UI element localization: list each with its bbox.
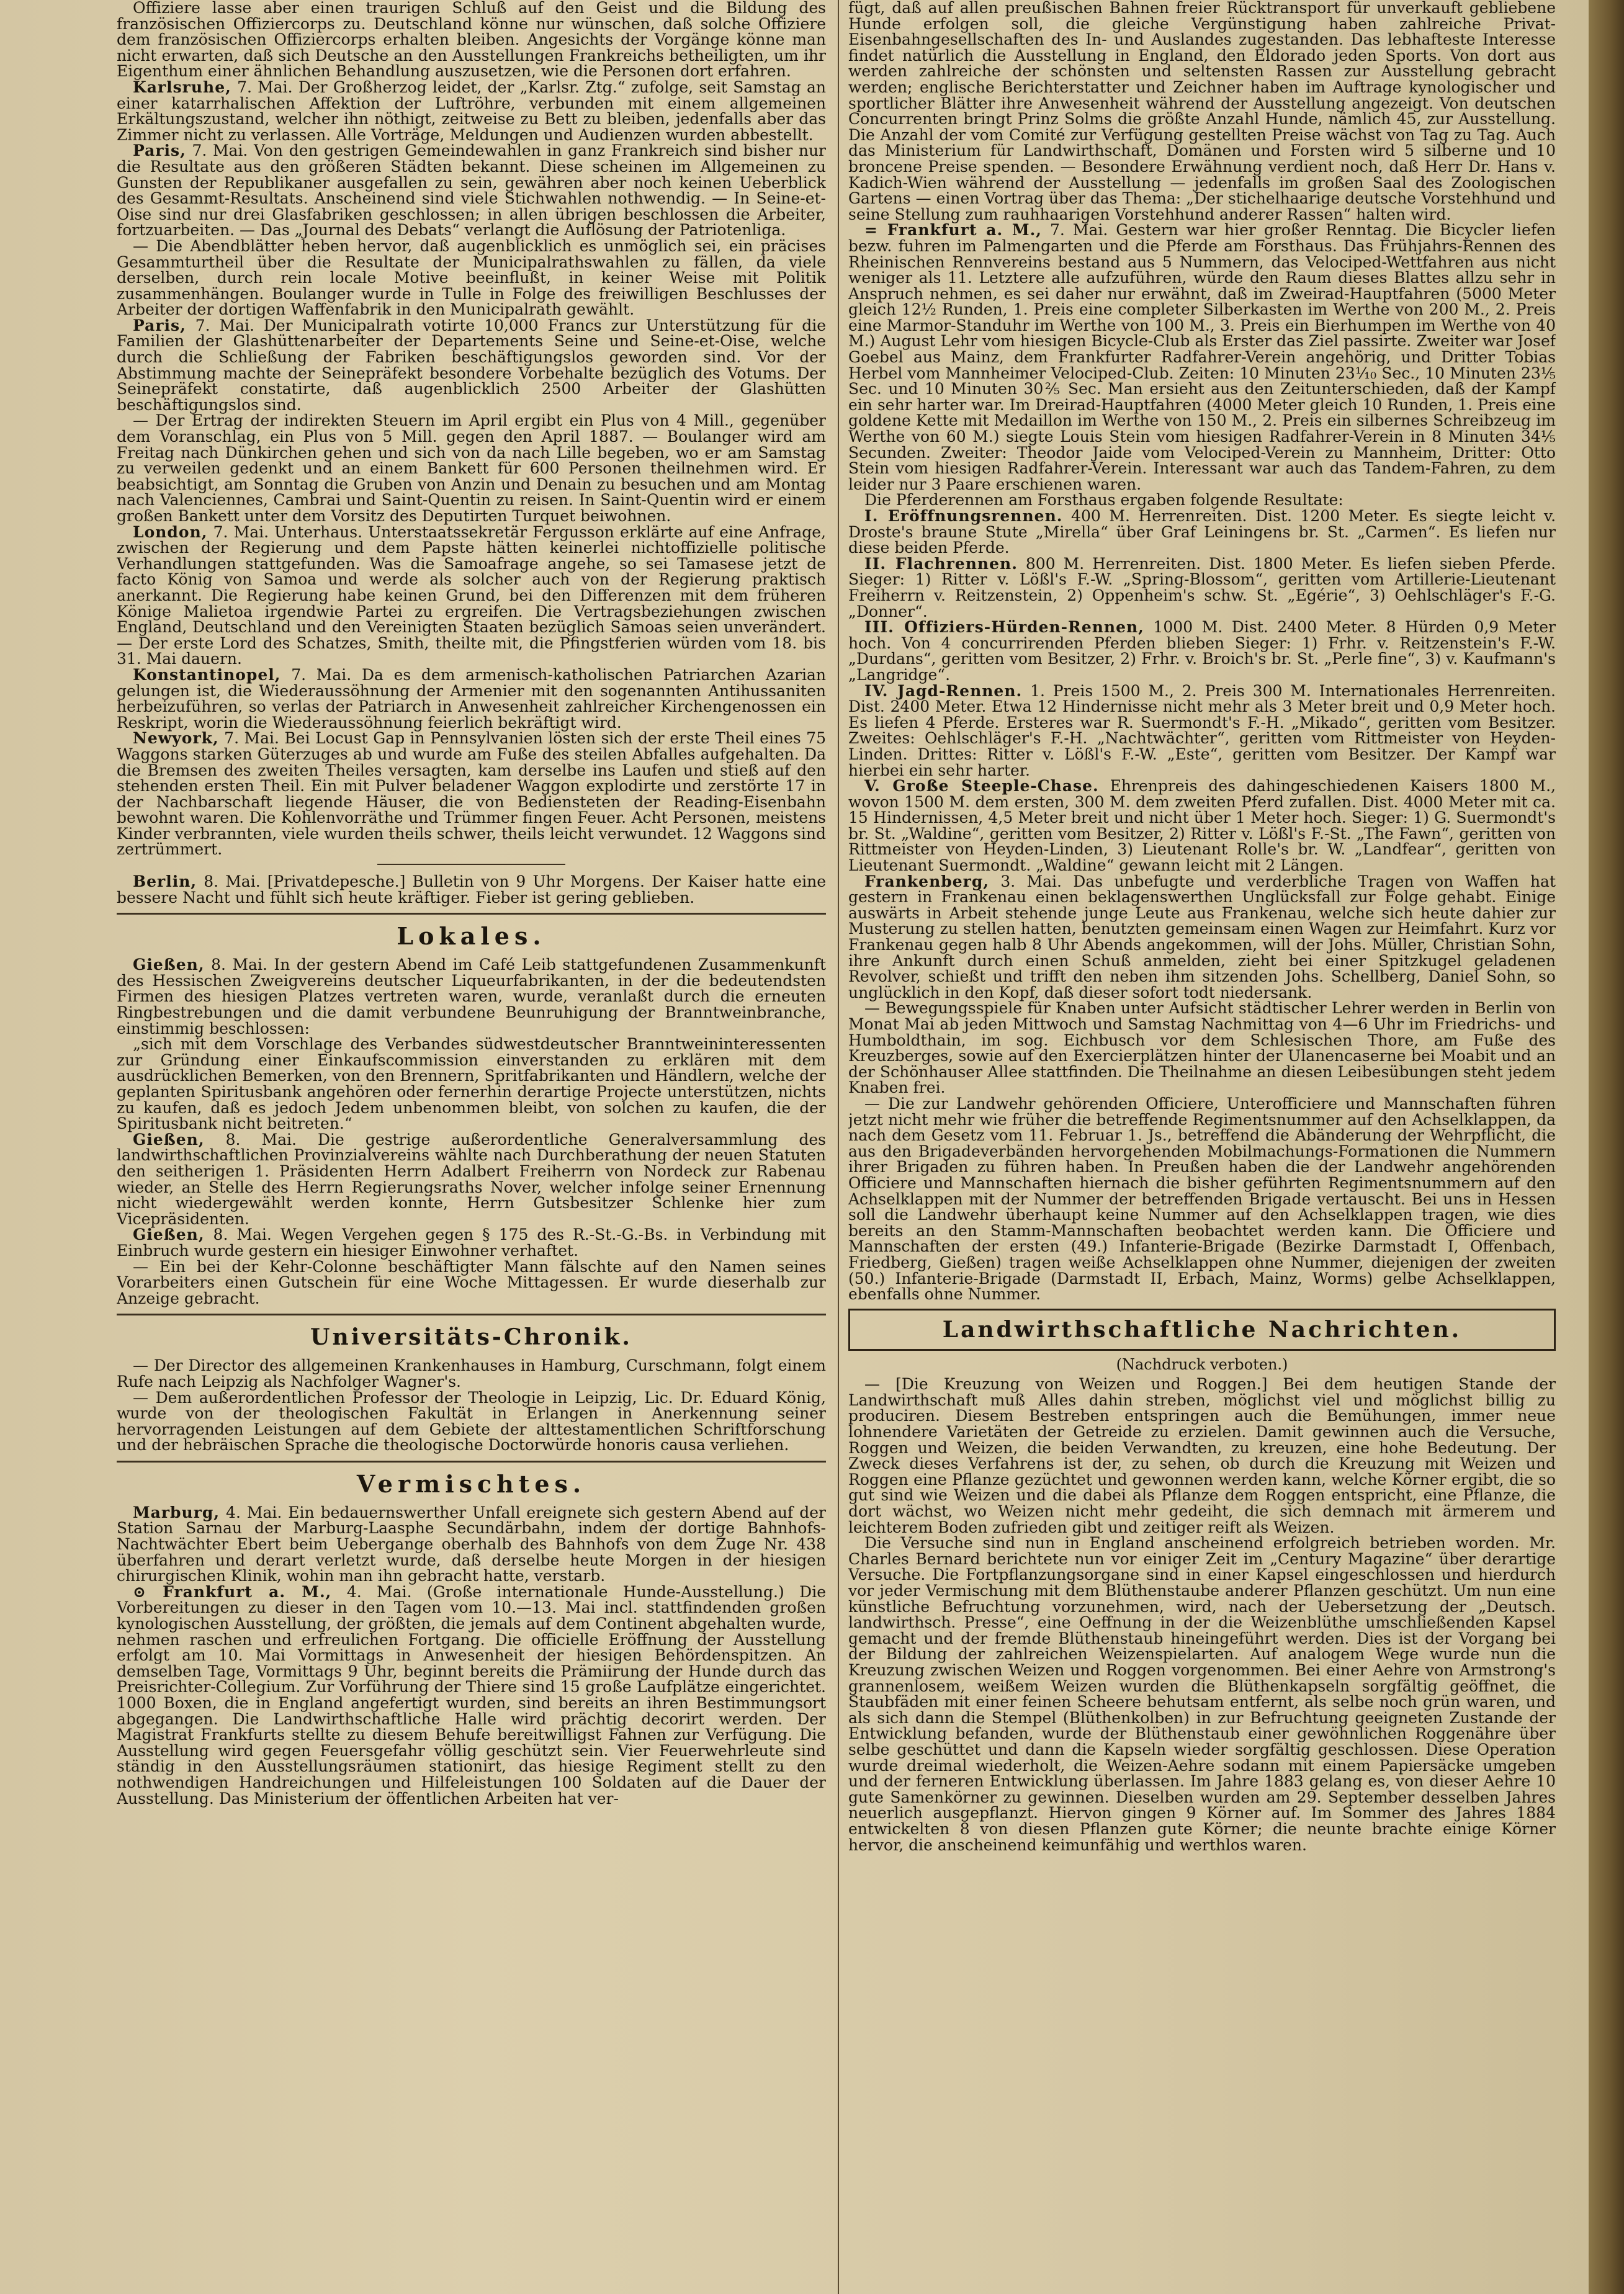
article-paragraph (848, 619, 1556, 683)
dateline-place: = Frankfurt a. M., (864, 221, 1043, 240)
paragraph-text: „sich mit dem Vorschlage des Verbandes südwestdeutscher Branntweininteressenten zur Gründung einer Einkaufscommission einverstanden zu erklären mit dem ausdrücklichen Bemerken, von den Brennern, Spritfabrikanten und Händlern, welche der geplanten Spiritusbank angehören oder fernerhin derartige Projecte unterstützen, nichts zu kaufen, daß es jedoch Jedem unbenommen bleibt, von solchen zu kaufen, die der Spiritusbank nicht beitreten.“ (117, 1035, 826, 1133)
paragraph-text: — Die zur Landwehr gehörenden Officiere, Unterofficiere und Mannschaften führen jetzt nicht mehr wie früher die betreffende Regimentsnummer auf den Achselklappen, da nach dem Gesetz vom 11. Februar 1. Js., betreffend die Abänderung der Wehrpflicht, die aus den Brigadeverbänden hervorgehenden Mobilmachungs-Formationen die Nummern ihrer Brigaden zu führen haben. In Preußen haben die der Landwehr angehörenden Officiere und Mannschaften hiernach die bisher geführten Regimentsnummern auf den Achselklappen mit der Nummer der betreffenden Brigade vertauscht. Bei uns in Hessen soll die Landwehr überhaupt keine Nummer auf den Achselklappen tragen, wie dies bereits an den Stamm-Mannschaften beobachtet werden kann. Die Officiere und Mannschaften der ersten (49.) Infanterie-Brigade (Bezirke Darmstadt I, Offenbach, Friedberg, Gießen) tragen weiße Achselklappen ohne Nummer, diejenigen der zweiten (50.) Infanterie-Brigade (Darmstadt II, Erbach, Mainz, Worms) gelbe Achselklappen, ebenfalls ohne Nummer. (848, 1094, 1556, 1304)
article-paragraph (117, 1584, 826, 1806)
landwirth-header-box (848, 1309, 1556, 1351)
article-paragraph (117, 667, 826, 730)
lokales-section (117, 957, 826, 1306)
article-paragraph (117, 1132, 826, 1227)
dateline-place: V. Große Steeple-Chase. (864, 777, 1099, 795)
article-paragraph (117, 957, 826, 1036)
paragraph-text: 8. Mai. Die gestrige außerordentliche Generalversammlung des landwirthschaftlichen Provinzialvereins wählte nach Durchberathung der neuen Statuten den seitherigen 1. Präsidenten Herrn Adalbert Freiherrn von Nordeck zur Rabenau wieder, an Stelle des Herrn Regierungsraths Nover, welcher infolge seiner Ernennung nicht wiedergewählt werden konnte, Herrn Gutsbesitzer Schlenke hier zum Vicepräsidenten. (117, 1130, 826, 1228)
paragraph-text: 400 M. Herrenreiten. Dist. 1200 Meter. Es siegte leicht v. Droste's braune Stute „Mirella“ über Graf Leiningens br. St. „Carmen“. Es liefen nur diese beiden Pferde. (848, 507, 1556, 557)
dateline-place: Gießen, (133, 1225, 205, 1244)
dateline-place: ⊙ Frankfurt a. M., (133, 1582, 332, 1601)
article-paragraph (117, 318, 826, 413)
paragraph-text: 1000 M. Dist. 2400 Meter. 8 Hürden 0,9 Meter hoch. Von 4 concurrirenden Pferden blieben Sieger: 1) Frhr. v. Reitzenstein's F.-W. „Durdans“, geritten vom Besitzer, 2) Frhr. v. Broich's br. St. „Perle fine“, 3) v. Kaufmann's „Langridge“. (848, 618, 1556, 684)
separator (377, 864, 565, 865)
lokales-title: Lokales. (397, 922, 546, 951)
article-paragraph: — Der Director des allgemeinen Krankenhauses in Hamburg, Curschmann, folgt einem Rufe nach Leipzig als Nachfolger Wagner's. (117, 1356, 826, 1391)
universitaets-section (117, 1358, 826, 1453)
article-paragraph: — Dem außerordentlichen Professor der Theologie in Leipzig, Lic. Dr. Eduard König, wurde von der theologischen Fakultät in Erlangen in Anerkennung seiner hervorragenden Leistungen auf dem Gebiete der alttestamentlichen Schriftforschung und der hebräischen Sprache die theologische Doctorwürde honoris causa verliehen. (117, 1388, 826, 1454)
right-column (848, 0, 1556, 2294)
article-paragraph (117, 238, 826, 318)
universitaets-title: Universitäts-Chronik. (310, 1324, 632, 1351)
article-paragraph (848, 492, 1556, 508)
paragraph-text: fügt, daß auf allen preußischen Bahnen freier Rücktransport für unverkauft gebliebene Hunde erfolgen soll, die gleiche Vergünstigung haben zahlreiche Privat-Eisenbahngesellschaften des In- und Auslandes zugestanden. Das lebhafteste Interesse findet natürlich die Ausstellung in England, den Eldorado jeden Sports. Von dort aus werden zahlreiche der schönsten und seltensten Rassen zur Ausstellung gebracht werden; englische Berichterstatter und Zeichner haben im Auftrage kynologischer und sportlicher Blätter ihre Anwesenheit während der Ausstellung angezeigt. Von deutschen Concurrenten bringt Prinz Solms die größte Anzahl Hunde, nämlich 45, zur Ausstellung. Die Anzahl der vom Comité zur Verfügung gestellten Preise wächst von Tag zu Tag. Auch das Ministerium für Landwirthschaft, Domänen und Forsten wird 5 silberne und 10 broncene Preise spenden. — Besondere Erwähnung verdient noch, daß Herr Dr. Hans v. Kadich-Wien während der Ausstellung — jedenfalls im großen Saal des Zoologischen Gartens — einen Vortrag über das Thema: „Der stichelhaarige deutsche Vorstehhund und seine Stellung zum rauhhaarigen Vorstehhund anderer Rassen“ halten wird. (848, 0, 1556, 223)
paragraph-text: 4. Mai. Ein bedauernswerther Unfall ereignete sich gestern Abend auf der Station Sarnau der Marburg-Laasphe Secundärbahn, indem der dortige Bahnhofs-Nachtwächter Ebert beim Uebergange oberhalb des Bahnhofs von dem Zuge Nr. 438 überfahren und derart verletzt wurde, daß derselbe heute Morgen in der hiesigen chirurgischen Klinik, wohin man ihn gebracht hatte, verstarb. (117, 1503, 826, 1585)
dateline-place: IV. Jagd-Rennen. (864, 681, 1023, 700)
paragraph-text: 7. Mai. Bei Locust Gap in Pennsylvanien lösten sich der erste Theil eines 75 Waggons starken Güterzuges ab und wurde am Fuße des steilen Abfalles aufgehalten. Da die Bremsen des zweiten Theiles versagten, kam derselbe ins Laufen und stieß auf den stehenden ersten Theil. Ein mit Pulver beladener Waggon explodirte und zerstörte 17 in der Nachbarschaft liegende Häuser, die von Bediensteten der Reading-Eisenbahn bewohnt waren. Die Kohlenvorräthe und Trümmer fingen Feuer. Acht Personen, meistens Kinder verbrannten, viele wurden theils schwer, theils leicht verwundet. 12 Waggons sind zertrümmert. (117, 729, 826, 859)
paragraph-text: — Ein bei der Kehr-Colonne beschäftigter Mann fälschte auf den Namen seines Vorarbeiters einen Gutschein für eine Woche Mittagessen. Er wurde dieserhalb zur Anzeige gebracht. (117, 1257, 826, 1307)
paragraph-text: 1. Preis 1500 M., 2. Preis 300 M. Internationales Herrenreiten. Dist. 2400 Meter. Etwa 12 Hindernisse nicht mehr als 3 Meter breit und 0,9 Meter hoch. Es liefen 4 Pferde. Ersteres war R. Suermondt's F.-H. „Mikado“, geritten vom Besitzer. Zweites: Oehlschläger's F.-H. „Nachtwächter“, geritten vom Rittmeister von Heyden-Linden. Drittes: Ritter v. Lößl's F.-W. „Este“, geritten vom Besitzer. Der Kampf war hierbei ein sehr harter. (848, 681, 1556, 779)
dateline-place: Frankenberg, (864, 872, 990, 890)
paragraph-text: 7. Mai. Von den gestrigen Gemeindewahlen in ganz Frankreich sind bisher nur die Resultate aus den größeren Städten bekannt. Diese scheinen im Allgemeinen zu Gunsten der Republikaner ausgefallen zu sein, gewähren aber noch keinen Ueberblick des Gesammt-Resultats. Anscheinend sind viele Stichwahlen nothwendig. — In Seine-et-Oise sind nur drei Glasfabriken geschlossen; in allen übrigen beschlossen die Arbeiter, fortzuarbeiten. — Das „Journal des Debats“ verlangt die Auflösung der Patriotenliga. (117, 141, 826, 240)
paragraph-text: 7. Mai. Unterhaus. Unterstaatssekretär Fergusson erklärte auf eine Anfrage, zwischen der Regierung und dem Papste hätten keinerlei nichtoffizielle politische Verhandlungen stattgefunden. Was die Samoafrage angehe, so sei Tamasese jetzt de facto König von Samoa und werde als solcher auch von der Regierung praktisch anerkannt. Die Regierung habe keinen Grund, bei den Differenzen mit dem früheren Könige Malietoa irgendwie Partei zu ergreifen. Die Vertragsbeziehungen zwischen England, Deutschland und den Vereinigten Staaten bezüglich Samoas seien unverändert. — Der erste Lord des Schatzes, Smith, theilte mit, die Pfingstferien würden vom 18. bis 31. Mai dauern. (117, 522, 826, 668)
bulletin (117, 874, 826, 905)
paragraph-text: 4. Mai. (Große internationale Hunde-Ausstellung.) Die Vorbereitungen zu dieser in den Tagen vom 10.—13. Mai incl. stattfindenden großen kynologischen Ausstellung, der größten, die jemals auf dem Continent abgehalten wurde, nehmen raschen und erfreulichen Fortgang. Die officielle Eröffnung der Ausstellung erfolgt am 10. Mai Vormittags in Anwesenheit der hiesigen Behördenspitzen. An demselben Tage, Vormittags 9 Uhr, beginnt bereits die Prämiirung der Hunde durch das Preisrichter-Collegium. Zur Vorführung der Thiere sind 15 große Laufplätze eingerichtet. 1000 Boxen, die in England angefertigt wurden, sind bereits an ihren Bestimmungsort abgegangen. Die Landwirthschaftliche Halle wird prächtig decorirt werden. Der Magistrat Frankfurts stellte zu diesem Behufe bereitwilligst Fahnen zur Verfügung. Die Ausstellung wird gegen Feuersgefahr völlig geschützt sein. Vier Feuerwehrleute sind ständig in den Ausstellungsräumen stationirt, das hiesige Regiment stellt zu den nothwendigen Handreichungen und Hilfeleistungen 100 Soldaten auf die Dauer der Ausstellung. Das Ministerium der öffentlichen Arbeiten hat ver- (117, 1582, 826, 1808)
dateline-place: III. Offiziers-Hürden-Rennen, (864, 618, 1144, 637)
bulletin-text: 8. Mai. [Privatdepesche.] Bulletin von 9 Uhr Morgens. Der Kaiser hatte eine bessere Nacht und fühlt sich heute kräftiger. Fieber ist gering geblieben. (117, 872, 826, 907)
vermischtes-title: Vermischtes. (356, 1469, 586, 1498)
article-paragraph (848, 778, 1556, 874)
paragraph-text: Die Pferderennen am Forsthaus ergaben folgende Resultate: (864, 491, 1344, 509)
article-paragraph (848, 1096, 1556, 1302)
dateline-place: Konstantinopel, (133, 665, 281, 684)
paragraph-text: 8. Mai. Wegen Vergehen gegen § 175 des R.-St.-G.-Bs. in Verbindung mit Einbruch wurde gestern ein hiesiger Einwohner verhaftet. (117, 1225, 826, 1260)
article-paragraph (117, 413, 826, 524)
paragraph-text: 3. Mai. Das unbefugte und verderbliche Tragen von Waffen hat gestern in Frankenau einen beklagenswerthen Unglücksfall zur Folge gehabt. Einige auswärts in Arbeit stehende junge Leute aus Frankenau, welche sich heute dahier zur Musterung zu stellen hatten, benutzten gemeinsam einen Wagen zur Heimfahrt. Kurz vor Frankenau gegen halb 8 Uhr Abends angekommen, will der Johs. Müller, Christian Sohn, ihre Ankunft durch einen Schuß anmelden, zieht bei einer Spitzkugel geladenen Revolver, schießt und trifft den neben ihm sitzenden Johs. Schellberg, Daniel Sohn, so unglücklich in den Kopf, daß dieser sofort todt niedersank. (848, 872, 1556, 1001)
bulletin-place: Berlin, (133, 872, 197, 891)
dateline-place: Newyork, (133, 729, 219, 748)
paragraph-text: 7. Mai. Gestern war hier großer Renntag. Die Bicycler liefen bezw. fuhren im Palmengarten und die Pferde am Forsthaus. Das Frühjahrs-Rennen des Rheinischen Rennvereins bestand aus 5 Nummern, das Velociped-Wettfahren aus nicht weniger als 11. Letztere alle aufzuführen, würde den Raum dieses Blattes allzu sehr in Anspruch nehmen, es sei daher nur erwähnt, daß im Zweirad-Hauptfahren (5000 Meter gleich 12½ Runden, 1. Preis eine completer Silberkasten im Werthe von 200 M., 2. Preis eine Marmor-Standuhr im Werthe von 100 M., 3. Preis ein Bierhumpen im Werthe von 40 M.) August Lehr vom hiesigen Bicycle-Club als Erster das Ziel passirte. Zweiter war Josef Goebel aus Mainz, dem Frankfurter Radfahrer-Verein angehörig, und Dritter Tobias Herbel vom Mannheimer Velociped-Club. Zeiten: 10 Minuten 23⅒ Sec., 10 Minuten 23⅕ Sec. und 10 Minuten 30⅖ Sec. Man ersieht aus den Zeitunterschieden, daß der Kampf ein sehr harter war. Im Dreirad-Hauptfahren (4000 Meter gleich 10 Runden, 1. Preis eine goldene Kette mit Medaillon im Werthe von 150 M., 2. Preis ein silbernes Schreibzeug im Werthe von 60 M.) siegte Louis Stein vom hiesigen Radfahrer-Verein in 8 Minuten 34⅕ Secunden. Zweiter: Theodor Jaide vom Velociped-Verein zu Mannheim, Dritter: Otto Stein vom hiesigen Radfahrer-Verein. Interessant war auch das Tandem-Fahren, zu dem leider nur 3 Paare erschienen waren. (848, 221, 1556, 493)
news-section (117, 0, 826, 858)
article-paragraph (117, 524, 826, 667)
article-paragraph (117, 143, 826, 238)
paragraph-text: 7. Mai. Der Großherzog leidet, der „Karlsr. Ztg.“ zufolge, seit Samstag an einer katarrhalischen Affektion der Luftröhre, verbunden mit einem allgemeinen Erkältungszustand, welcher ihn nöthigt, zeitweise zu Bett zu bleiben, jedenfalls aber das Zimmer nicht zu verlassen. Alle Vorträge, Meldungen und Audienzen wurden abbestellt. (117, 78, 826, 144)
dateline-place: London, (133, 522, 208, 541)
article-paragraph (117, 79, 826, 143)
article-paragraph (117, 0, 826, 79)
article-paragraph (117, 1505, 826, 1584)
dateline-place: Karlsruhe, (133, 78, 231, 96)
article-paragraph (848, 683, 1556, 779)
dateline-place: II. Flachrennen. (864, 554, 1018, 573)
article-paragraph (117, 1036, 826, 1132)
article-paragraph (117, 1227, 826, 1258)
landwirth-title: Landwirthschaftliche Nachrichten. (942, 1316, 1462, 1343)
article-paragraph (848, 508, 1556, 556)
article-paragraph (117, 1259, 826, 1307)
separator (117, 1461, 826, 1463)
landwirth-subtitle: (Nachdruck verboten.) (1116, 1355, 1288, 1373)
left-column (117, 0, 826, 2294)
separator (117, 913, 826, 915)
article-paragraph (848, 1000, 1556, 1096)
dateline-place: I. Eröffnungsrennen. (864, 507, 1063, 525)
dateline-place: Gießen, (133, 1130, 205, 1149)
vermischtes-section (117, 1505, 826, 1806)
article-paragraph (848, 556, 1556, 619)
dateline-place: Gießen, (133, 956, 205, 974)
paragraph-text: 7. Mai. Da es dem armenisch-katholischen Patriarchen Azarian gelungen ist, die Wiederaussöhnung der Armenier mit den sogenannten Antihussaniten herbeizuführen, so verlas der Patriarch in Anwesenheit zahlreicher Kirchengenossen ein Reskript, worin die Wiederaussöhnung feierlich bekräftigt wird. (117, 665, 826, 732)
article-paragraph (848, 222, 1556, 492)
article-paragraph: Die Versuche sind nun in England anscheinend erfolgreich betrieben worden. Mr. Charles Bernard berichtete nun vor einiger Zeit im „Century Magazine“ über derartige Versuche. Die Fortpflanzungsorgane sind in einer Kapsel eingeschlossen und hierdurch vor jeder Vermischung mit dem Blüthenstaube anderer Pflanzen geschützt. Um nun eine künstliche Befruchtung vorzunehmen, wird, nach der Uebersetzung der „Deutsch. landwirthsch. Presse“, eine Oeffnung in der die Weizenblüthe umschließenden Kapsel gemacht und der fremde Blüthenstaub hineingeführt werden. Dies ist der Vorgang bei der Bildung der zahlreichen Weizenspielarten. Auf analogem Wege wurde nun die Kreuzung zwischen Weizen und Roggen vorgenommen. Bei einer Aehre von Armstrong's grannenlosem, weißem Weizen wurden die Blüthenkapseln sorgfältig geöffnet, die Staubfäden mit einer feinen Scheere behutsam entfernt, als selbe noch grün waren, und als sich dann die Stempel (Blüthenkolben) in zur Befruchtung geeigneten Zustande der Entwicklung befanden, wurde der Blüthenstaub einer gewöhnlichen Roggenähre über selbe geschüttet und dann die Kapseln wieder sorgfältig geschlossen. Diese Operation wurde dreimal wiederholt, die Weizen-Aehre sodann mit einem Papiersäcke umgeben und der ferneren Entwicklung überlassen. Im Jahre 1883 gelang es, von dieser Aehre 10 gute Samenkörner zu gewinnen. Dieselben wurden am 29. September desselben Jahres neuerlich ausgepflanzt. Hiervon gingen 9 Körner auf. Im Sommer des Jahres 1884 entwickelten 8 von diesen Pflanzen gute Körner; die neunte brachte einige Körner hervor, die anscheinend keimunfähig und werthlos waren. (848, 1534, 1556, 1854)
separator (117, 1314, 826, 1315)
article-paragraph (117, 730, 826, 858)
page-binding-edge (1589, 0, 1624, 2294)
article-paragraph (848, 874, 1556, 1001)
paragraph-text: 7. Mai. Der Municipalrath votirte 10,000 Francs zur Unterstützung für die Familien der Glashüttenarbeiter der Departements Seine und Seine-et-Oise, welche durch die Schließung der Fabriken beschäftigungslos geworden sind. Vor der Abstimmung machte der Seinepräfekt besondere Vorbehalte bezüglich des Votums. Der Seinepräfekt constatirte, daß augenblicklich 2500 Arbeiter der Glashütten beschäftigungslos sind. (117, 316, 826, 414)
dateline-place: Marburg, (133, 1503, 220, 1521)
right-news-section (848, 0, 1556, 1302)
paragraph-text: — Bewegungsspiele für Knaben unter Aufsicht städtischer Lehrer werden in Berlin von Monat Mai ab jeden Mittwoch und Samstag Nachmittag von 4—6 Uhr im Friedrichs- und Humboldthain, im sog. Eichbusch vor dem Schlesischen Thore, am Fuße des Kreuzberges, sowie auf den Exercierplätzen hinter der Ulanencaserne bei Moabit und an der Schönhauser Allee stattfinden. Die Theilnahme an diesen Leibesübungen steht jedem Knaben frei. (848, 999, 1556, 1097)
paragraph-text: Ehrenpreis des dahingeschiedenen Kaisers 1800 M., wovon 1500 M. dem ersten, 300 M. dem zweiten Pferd zufallen. Dist. 4000 Meter mit ca. 15 Hindernissen, 4,5 Meter breit und nicht über 1 Meter hoch. Sieger: 1) G. Suermondt's br. St. „Waldine“, geritten vom Besitzer, 2) Ritter v. Lößl's F.-St. „The Fawn“, geritten von Rittmeister von Heyden-Linden, 3) Lieutenant Rolle's br. W. „Landfear“, geritten von Lieutenant Suermondt. „Waldine“ gewann leicht mit 2 Längen. (848, 777, 1556, 875)
dateline-place: Paris, (133, 141, 186, 160)
column-divider (838, 0, 839, 2294)
paragraph-text: — Der Ertrag der indirekten Steuern im April ergibt ein Plus von 4 Mill., gegenüber dem Voranschlag, ein Plus von 5 Mill. gegen den April 1887. — Boulanger wird am Freitag nach Dünkirchen gehen und sich von da nach Lille begeben, wo er am Samstag zu verweilen gedenkt und an einem Bankett für 600 Personen theilnehmen wird. Er beabsichtigt, am Sonntag die Gruben von Anzin und Denain zu besuchen und am Montag nach Valenciennes, Cambrai und Saint-Quentin zu reisen. In Saint-Quentin wird er einem großen Bankett unter dem Vorsitz des Deputirten Turquet beiwohnen. (117, 411, 826, 525)
paragraph-text: 8. Mai. In der gestern Abend im Café Leib stattgefundenen Zusammenkunft des Hessischen Zweigvereins deutscher Liqueurfabrikanten, in der die bedeutendsten Firmen des hiesigen Platzes vertreten waren, wurde, veranlaßt durch die erneuten Ringbestrebungen und die damit verbundene Beunruhigung der Branntweinbranche, einstimmig beschlossen: (117, 956, 826, 1037)
article-paragraph (848, 0, 1556, 222)
paragraph-text: 800 M. Herrenreiten. Dist. 1800 Meter. Es liefen sieben Pferde. Sieger: 1) Ritter v. Lößl's F.-W. „Spring-Blossom“, geritten vom Artillerie-Lieutenant Freiherrn v. Reitzenstein, 2) Oppenheim's schw. St. „Egérie“, 3) Oehlschläger's F.-G. „Donner“. (848, 554, 1556, 621)
dateline-place: Paris, (133, 316, 186, 334)
paragraph-text: Offiziere lasse aber einen traurigen Schluß auf den Geist und die Bildung des französischen Offiziercorps zu. Deutschland könne nur wünschen, daß solche Offiziere dem französischen Offiziercorps erhalten bleiben. Angesichts der Vorgänge könne man nicht erwarten, daß sich Deutsche an den Ausstellungen Frankreichs betheiligten, um ihr Eigenthum einer ähnlichen Behandlung auszusetzen, wie die Personen dort erfahren. (117, 0, 826, 81)
landwirth-section (848, 1376, 1556, 1853)
article-paragraph: — [Die Kreuzung von Weizen und Roggen.] Bei dem heutigen Stande der Landwirthschaft muß Alles dahin streben, möglichst viel und möglichst billig zu produciren. Diesem Bestreben entspringen auch die Bemühungen, immer neue lohnendere Varietäten der Getreide zu erzielen. Damit gewinnen auch die Versuche, Roggen und Weizen, die beiden Verwandten, zu kreuzen, eine hohe Bedeutung. Der Zweck dieses Verfahrens ist der, zu sehen, ob durch die Kreuzung mit Weizen und Roggen eine Pflanze gezüchtet und gewonnen werden kann, welche Körner ergibt, die so gut sind wie Weizen und die dabei als Pflanze dem Roggen entspricht, eine Pflanze, die dort wächst, wo Weizen nicht mehr gedeiht, die sich demnach mit ärmerem und leichterem Boden zufrieden gibt und zeitiger reift als Weizen. (848, 1375, 1556, 1536)
paragraph-text: — Die Abendblätter heben hervor, daß augenblicklich es unmöglich sei, ein präcises Gesammturtheil über die Resultate der Municipalrathswahlen zu fällen, da viele derselben, durch rein locale Motive beeinflußt, in keiner Weise mit Politik zusammenhängen. Boulanger wurde in Tulle in Folge des freiwilligen Beschlusses der Arbeiter der dortigen Waffenfabrik in den Municipalrath gewählt. (117, 236, 826, 319)
